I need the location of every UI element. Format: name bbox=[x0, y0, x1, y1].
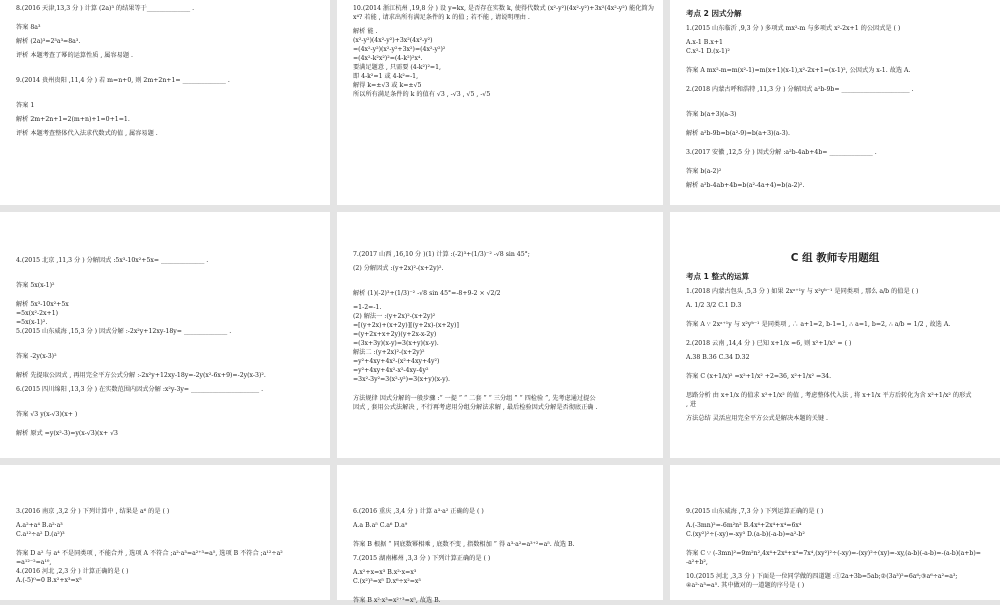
text-line: 思路分析 由 x+1/x 的值求 x²+1/x² 的值 , 考虑整体代入法 , 将 x+1/x 平方后转化为含 x²+1/x² 的形式 bbox=[686, 392, 972, 399]
text-line: =(4x²-k²x²)²=(4-k²)²x⁴. bbox=[353, 55, 423, 62]
panel-8-content bbox=[337, 465, 663, 605]
page-panel-3 bbox=[670, 0, 1000, 205]
text-line: 7.(2015 湖南郴州 ,3,3 分 ) 下列计算正确的是 ( ) bbox=[353, 555, 491, 562]
text-line: A.38 B.36 C.34 D.32 bbox=[686, 354, 750, 361]
text-line: 解析 先提取公因式 , 再用完全平方公式分解 :-2x²y+12xy-18y=-2y(x²-6x+9)=-2y(x-3)². bbox=[16, 372, 266, 379]
text-line: 方法总结 灵活应用完全平方公式是解决本题的关键 . bbox=[686, 415, 829, 422]
text-line: A.x-1 B.x+1 bbox=[686, 39, 723, 46]
text-line: =[(y+2x)+(x+2y)][(y+2x)-(x+2y)] bbox=[353, 322, 459, 329]
text-line: 答案 C (x+1/x)² =x²+1/x² +2=36, x²+1/x² =34. bbox=[686, 373, 832, 380]
text-line: 答案 b(a+3)(a-3) bbox=[686, 111, 737, 118]
text-line: 答案 8a³ bbox=[16, 24, 41, 31]
spacer bbox=[686, 190, 984, 195]
text-line: 答案 B 根据 “ 同底数幂相乘 , 底数不变 , 指数相加 ” 得 a³·a²=a³⁺²=a⁵. 故选 B. bbox=[353, 541, 575, 548]
spacer bbox=[686, 119, 984, 129]
text-line: x⁴? 若能 , 请求出所有满足条件的 k 的值 ; 若不能 , 请说明理由 . bbox=[353, 14, 530, 21]
page-panel-4 bbox=[0, 212, 330, 458]
text-line: =(4x²-y²)(x²-y²+3x²)=(4x²-y²)² bbox=[353, 46, 446, 53]
text-line: 即 4-k²=1 或 4-k²=-1, bbox=[353, 73, 419, 80]
text-line: 1.(2015 山东临沂 ,9,3 分 ) 多项式 mx²-m 与多项式 x²-2x+1 的公因式是 ( ) bbox=[686, 25, 901, 32]
text-line: 因式 , 套用公式法解决 , 不行再考虑用分组分解法求解 , 最后检验因式分解是否彻底正确 . bbox=[353, 404, 598, 411]
text-line: C.x²-1 D.(x-1)² bbox=[686, 48, 730, 55]
text-line: 5.(2015 山东威海 ,15,3 分 ) 因式分解 :-2x²y+12xy-18y= ______________ . bbox=[16, 328, 232, 335]
text-line: 7.(2017 山西 ,16,10 分 )(1) 计算 :(-2)³+(1/3)⁻² -√8 sin 45°; bbox=[353, 251, 530, 258]
spacer bbox=[16, 361, 314, 371]
spacer bbox=[686, 138, 984, 148]
spacer bbox=[686, 381, 984, 391]
text-line: 解析 a²b-4ab+4b=b(a²-4a+4)=b(a-2)². bbox=[686, 182, 805, 189]
text-line: =3x²-3y²=3(x²-y²)=3(x+y)(x-y). bbox=[353, 376, 450, 383]
text-line: =1-2=-1. bbox=[353, 304, 382, 311]
page-panel-8 bbox=[337, 465, 663, 604]
spacer bbox=[16, 539, 314, 549]
text-line: =y²+4xy+4x²-(x²+4xy+4y²) bbox=[353, 358, 440, 365]
text-line: C 组 教师专用题组 bbox=[790, 252, 880, 264]
text-line: 答案 B x²·x³=x²⁺³=x⁵, 故选 B. bbox=[353, 597, 441, 604]
text-line: 解析 能 . bbox=[353, 28, 378, 35]
spacer bbox=[686, 310, 984, 320]
panel-1-content bbox=[0, 0, 330, 143]
text-line: =a¹²⁻²=a¹⁰, bbox=[16, 559, 52, 566]
spacer bbox=[686, 56, 984, 66]
spacer bbox=[353, 273, 647, 289]
text-line: =(y+2x+x+2y)(y+2x-x-2y) bbox=[353, 331, 437, 338]
text-line: C.a¹²÷a² D.(a²)³ bbox=[16, 531, 65, 538]
spacer bbox=[16, 13, 314, 23]
text-line: 所以所有满足条件的 k 的值有 √3 , -√3 , √5 , -√5 bbox=[353, 91, 491, 98]
panel-7-content bbox=[0, 465, 330, 585]
text-line: 解析 a²b-9b=b(a²-9)=b(a+3)(a-3). bbox=[686, 130, 790, 137]
spacer bbox=[16, 336, 314, 352]
panel-6-content bbox=[670, 212, 1000, 423]
text-line: 解析 (2a)³=2³a³=8a³. bbox=[16, 38, 81, 45]
text-line: 评析 本题考查了幂的运算性质 , 属容易题 . bbox=[16, 52, 133, 59]
text-line: 解法二 :(y+2x)²-(x+2y)² bbox=[353, 349, 425, 356]
text-line: 6.(2016 重庆 ,3,4 分 ) 计算 a³·a² 正确的是 ( ) bbox=[353, 508, 484, 515]
text-line: 答案 1 bbox=[16, 102, 35, 109]
text-line: 答案 √3 y(x-√3)(x+ ) bbox=[16, 411, 78, 418]
text-line: 3.(2016 南京 ,3,2 分 ) 下列计算中 , 结果是 a⁶ 的是 ( ) bbox=[16, 508, 170, 515]
text-line: 1.(2018 内蒙古包头 ,5,3 分 ) 如果 2xᵃ⁺¹y 与 x²yᵇ⁻¹ 是同类项 , 那么 a/b 的值是 ( ) bbox=[686, 288, 919, 295]
text-line: ④a²·a³=a⁵. 其中做对的一道题的序号是 ( ) bbox=[686, 582, 805, 589]
text-line: 9.(2014 贵州贵阳 ,11,4 分 ) 若 m=n+0, 则 2m+2n+1= ______________ . bbox=[16, 77, 230, 84]
page-panel-9 bbox=[670, 465, 1000, 600]
spacer bbox=[16, 265, 314, 281]
text-line: 评析 本题考查整体代入法求代数式的值 , 属容易题 . bbox=[16, 130, 158, 137]
panel-3-content bbox=[670, 0, 1000, 195]
text-line: 考点 1 整式的运算 bbox=[686, 272, 749, 281]
text-line: 答案 A mx²-m=m(x²-1)=m(x+1)(x-1),x²-2x+1=(x-1)², 公因式为 x-1. 故选 A. bbox=[686, 67, 911, 74]
panel-4-content bbox=[0, 212, 330, 438]
text-line: C.(x²)³=x⁵ D.x⁶÷x²=x³ bbox=[353, 578, 421, 585]
panel-5-content bbox=[337, 212, 663, 412]
text-line: =5x(x-1)². bbox=[16, 319, 48, 326]
page-panel-1 bbox=[0, 0, 330, 205]
text-line: 答案 A ∵ 2xᵃ⁺¹y 与 x²yᵇ⁻¹ 是同类项 , ∴ a+1=2, b-1=1, ∴ a=1, b=2, ∴ a/b = 1/2 , 故选 A. bbox=[686, 321, 951, 328]
spacer bbox=[353, 586, 647, 596]
spacer bbox=[16, 85, 314, 101]
text-line: 方法规律 因式分解的一般步骤 :“ 一提 ” “ 二套 ” “ 三分组 ” “ 四检验 ”, 先考虑通过提公 bbox=[353, 395, 596, 402]
text-line: 6.(2015 四川绵阳 ,13,3 分 ) 在实数范围内因式分解 :x²y-3y= ______________________ . bbox=[16, 386, 264, 393]
text-line: =(3x+3y)(x-y)=3(x+y)(x-y). bbox=[353, 340, 439, 347]
text-line: 解析 原式 =y(x²-3)=y(x-√3)(x+ √3 bbox=[16, 430, 118, 437]
text-line: 解得 k=±√3 或 k=±√5 bbox=[353, 82, 422, 89]
spacer bbox=[16, 290, 314, 300]
page-panel-6 bbox=[670, 212, 1000, 458]
text-line: 4.(2016 河北 ,2,3 分 ) 计算正确的是 ( ) bbox=[16, 568, 129, 575]
spacer bbox=[16, 419, 314, 429]
text-line: A. 1/2 3/2 C.1 D.3 bbox=[686, 302, 742, 309]
text-line: (2) 解法一 :(y+2x)²-(x+2y)² bbox=[353, 313, 436, 320]
text-line: =5x(x²-2x+1) bbox=[16, 310, 59, 317]
text-line: A.a B.a⁵ C.a⁶ D.a⁹ bbox=[353, 522, 408, 529]
text-line: (x²-y²)(4x²-y²)+3x²(4x²-y²) bbox=[353, 37, 433, 44]
text-line: 答案 -2y(x-3)² bbox=[16, 353, 57, 360]
text-line: 解析 (1)(-2)³+(1/3)⁻² -√8 sin 45°=-8+9-2 × √2/2 bbox=[353, 290, 501, 297]
spacer bbox=[16, 394, 314, 410]
text-line: 9.(2015 山东威海 ,7,3 分 ) 下列运算正确的是 ( ) bbox=[686, 508, 824, 515]
spacer bbox=[16, 138, 314, 143]
text-line: A.x²+x=x³ B.x²·x=x³ bbox=[353, 569, 417, 576]
spacer bbox=[686, 539, 984, 549]
text-line: 3.(2017 安徽 ,12,5 分 ) 因式分解 :a²b-4ab+4b= ______________ . bbox=[686, 149, 877, 156]
page-panel-2 bbox=[337, 0, 663, 205]
text-line: 2.(2018 云南 ,14,4 分 ) 已知 x+1/x =6, 则 x²+1/x² = ( ) bbox=[686, 340, 852, 347]
spacer bbox=[16, 60, 314, 76]
text-line: 答案 b(a-2)² bbox=[686, 168, 722, 175]
text-line: , 进 bbox=[686, 401, 697, 408]
text-line: 解析 2m+2n+1=2(m+n)+1=0+1=1. bbox=[16, 116, 130, 123]
text-line: (2) 分解因式 :(y+2x)²-(x+2y)². bbox=[353, 265, 444, 272]
panel-9-content bbox=[670, 465, 1000, 590]
text-line: 10.(2014 浙江杭州 ,19,8 分 ) 设 y=kx, 是否存在实数 k, 使得代数式 (x²-y²)(4x²-y²)+3x²(4x²-y²) 能化简为 bbox=[353, 5, 654, 12]
spacer bbox=[353, 530, 647, 540]
spacer bbox=[686, 75, 984, 85]
text-line: A.(-3mn)²=-6m²n² B.4x⁴+2x⁴+x⁴=6x⁴ bbox=[686, 522, 802, 529]
text-line: A.a²+a⁴ B.a²·a³ bbox=[16, 522, 63, 529]
text-line: 2.(2018 内蒙古呼和浩特 ,11,3 分 ) 分解因式 a²b-9b= ______________________ . bbox=[686, 86, 914, 93]
text-line: 解析 5x³-10x²+5x bbox=[16, 301, 69, 308]
spacer bbox=[686, 157, 984, 167]
spacer bbox=[353, 384, 647, 394]
text-line: =y²+4xy+4x²-x²-4xy-4y² bbox=[353, 367, 429, 374]
text-line: 答案 D a² 与 a⁴ 不是同类项 , 不能合并 , 选项 A 不符合 ;a²·a³=a²⁺³=a⁵, 选项 B 不符合 ;a¹²÷a² bbox=[16, 550, 283, 557]
text-line: 答案 5x(x-1)² bbox=[16, 282, 55, 289]
text-line: 答案 C ∵ (-3mn)²=9m²n²,4x⁴+2x⁴+x⁴=7x⁴,(xy²)²÷(-xy)=-(xy)²÷(xy)=-xy,(a-b)(-a-b)=-(a-b)(a+b)= bbox=[686, 550, 981, 557]
text-line: 8.(2016 天津,13,3 分 ) 计算 (2a)³ 的结果等于______________ . bbox=[16, 5, 195, 12]
panel-2-content bbox=[337, 0, 663, 99]
text-line: 4.(2015 北京 ,11,3 分 ) 分解因式 :5x³-10x²+5x= ______________ . bbox=[16, 257, 209, 264]
spacer bbox=[686, 362, 984, 372]
text-line: -a²+b², bbox=[686, 559, 708, 566]
spacer bbox=[686, 329, 984, 339]
page-panel-5 bbox=[337, 212, 663, 458]
text-line: C.(xy²)²÷(-xy)=-xy³ D.(a-b)(-a-b)=a²-b² bbox=[686, 531, 805, 538]
text-line: 10.(2015 河北 ,3,3 分 ) 下面是一位同学做的四道题 :①2a+3b=5ab;②(3a³)²=6a⁶;③a⁶÷a²=a³; bbox=[686, 573, 958, 580]
text-line: 考点 2 因式分解 bbox=[686, 9, 742, 18]
text-line: A.(-5)⁰=0 B.x²+x³=x⁵ bbox=[16, 577, 82, 584]
page-panel-7 bbox=[0, 465, 330, 600]
text-line: 要满足题意 , 只需要 (4-k²)²=1, bbox=[353, 64, 442, 71]
spacer bbox=[686, 94, 984, 110]
